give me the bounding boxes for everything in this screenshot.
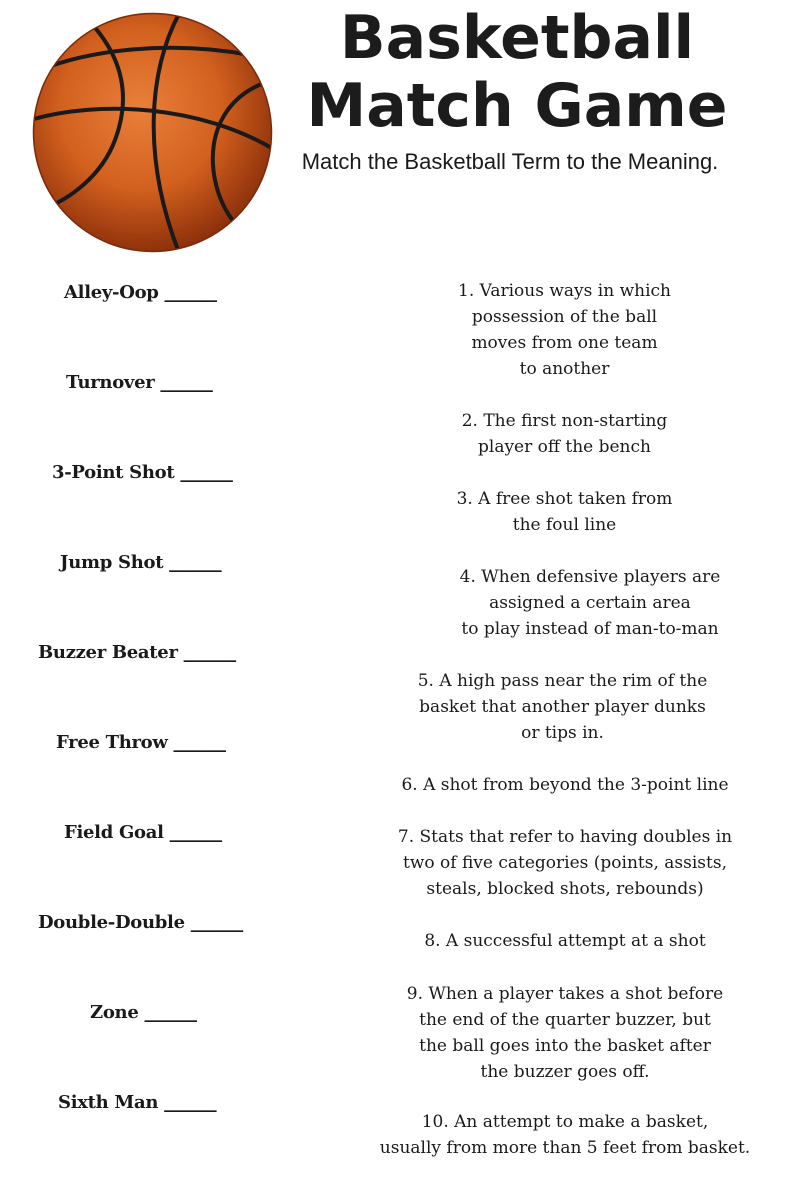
definition-item: 3. A free shot taken from the foul line xyxy=(456,489,673,535)
definition-item: 10. An attempt to make a basket, usually from more than 5 feet from basket. xyxy=(379,1112,751,1158)
basketball-icon xyxy=(30,10,275,255)
definition-item: 7. Stats that refer to having doubles in two of five categories (points, assists, steals, blocked shots, rebounds) xyxy=(397,827,733,899)
definition-item: 9. When a player takes a shot before the end of the quarter buzzer, but the ball goes into the basket after the buzzer goes off. xyxy=(406,984,724,1082)
title-line-2: Match Game xyxy=(306,71,728,141)
term-item: Alley-Oop ______ xyxy=(64,282,217,303)
term-item: Free Throw ______ xyxy=(56,732,226,753)
definition-item: 4. When defensive players are assigned a certain area to play instead of man-to-man xyxy=(459,567,721,639)
term-item: Jump Shot ______ xyxy=(60,552,222,573)
term-item: 3-Point Shot ______ xyxy=(52,462,233,483)
term-item: Zone ______ xyxy=(90,1002,197,1023)
term-item: Sixth Man ______ xyxy=(58,1092,217,1113)
definition-item: 1. Various ways in which possession of the ball moves from one team to another xyxy=(458,281,671,379)
definition-item: 5. A high pass near the rim of the basket that another player dunks or tips in. xyxy=(417,671,708,743)
term-item: Turnover ______ xyxy=(66,372,213,393)
term-item: Double-Double ______ xyxy=(38,912,243,933)
definition-item: 8. A successful attempt at a shot xyxy=(424,931,706,951)
term-item: Field Goal ______ xyxy=(64,822,222,843)
definition-item: 6. A shot from beyond the 3-point line xyxy=(401,775,729,795)
page-title xyxy=(282,4,752,140)
title-line-1: Basketball xyxy=(339,3,695,73)
subtitle: Match the Basketball Term to the Meaning. xyxy=(301,149,719,174)
term-item: Buzzer Beater ______ xyxy=(38,642,236,663)
definition-item: 2. The first non-starting player off the bench xyxy=(461,411,668,457)
